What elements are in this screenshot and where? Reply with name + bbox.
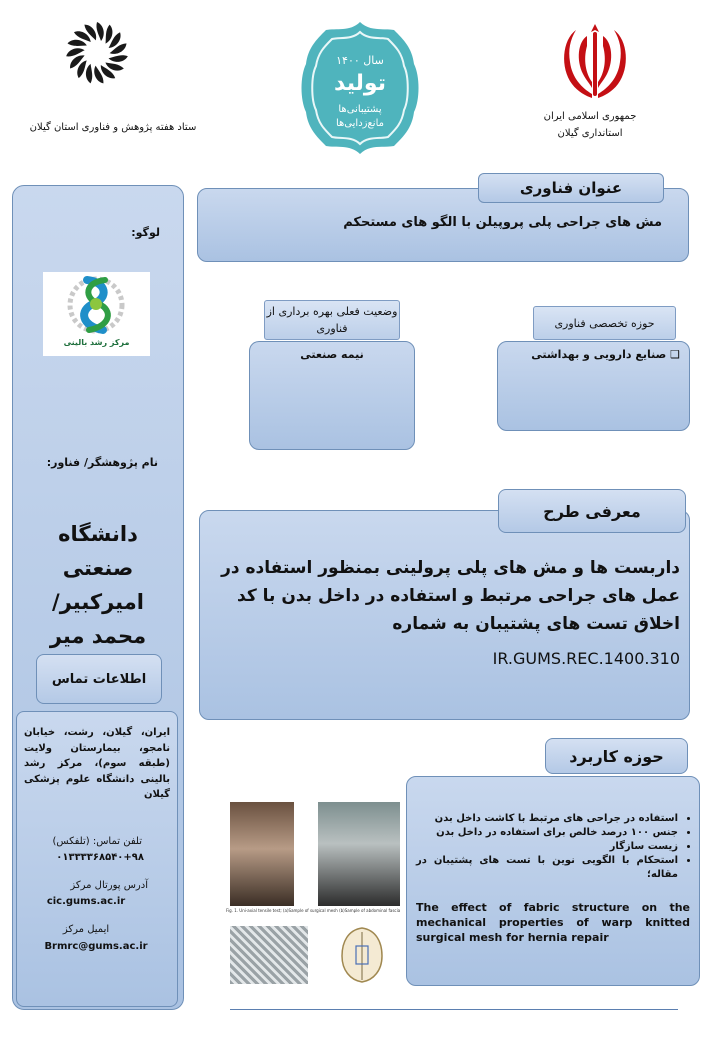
field-value-row [504, 348, 680, 361]
contact-address: ایران، گیلان، رشت، خیابان نامجو، بیمارستان ولایت (طبقه سوم)، مرکز رشد بالینی دانشگاه علوم پزشکی گیلان [24, 727, 170, 800]
status-tab [264, 300, 400, 340]
researcher-name: دانشگاه صنعتی امیرکبیر/ محمد میر [49, 522, 147, 648]
intro-tab-label: معرفی طرح [543, 501, 641, 521]
svg-text:پشتیبانی‌ها: پشتیبانی‌ها [338, 104, 382, 115]
incubator-logo-icon [63, 274, 129, 336]
checkbox-icon: ❑ [670, 348, 680, 361]
mesh-photo [230, 926, 308, 984]
email-label: ایمیل مرکز [62, 924, 110, 935]
abdomen-diagram [334, 924, 390, 986]
researcher-label: نام پژوهشگر/ فناور: [46, 456, 158, 469]
article-figure [224, 798, 404, 988]
application-tab [545, 738, 688, 774]
intro-tab [498, 489, 686, 533]
svg-text:سال ۱۴۰۰: سال ۱۴۰۰ [336, 54, 384, 67]
tensile-test-photo-b [318, 802, 400, 906]
application-item: • جنس ۱۰۰ درصد خالص برای استفاده در داخل بدن [416, 826, 678, 840]
year-seal-logo [296, 18, 424, 158]
bottom-divider [230, 1009, 678, 1010]
right-logo-caption-1: جمهوری اسلامی ایران [543, 111, 637, 122]
left-logo-caption: ستاد هفته پژوهش و فناوری استان گیلان [29, 122, 197, 133]
incubator-logo-caption: مرکز رشد بالینی [63, 338, 130, 347]
contact-tab-label: اطلاعات تماس [51, 671, 147, 687]
contact-tab [36, 654, 162, 704]
article-title: The effect of fabric structure on the mechanical properties of warp knitted surgical mesh for hernia repair [416, 901, 690, 944]
application-list [416, 812, 692, 882]
svg-text:تولید: تولید [333, 71, 387, 96]
intro-text: داربست ها و مش های پلی پرولینی بمنظور استفاده در عمل های جراحی مرتبط و استفاده در داخل بدن با کد اخلاق تست های پشتیبان به شماره [221, 558, 680, 634]
field-tab [533, 306, 676, 340]
research-week-logo [64, 20, 130, 86]
status-value: نیمه صنعتی [300, 348, 364, 361]
figure-caption: Fig. 1. Uni-axial tensile test; (a)Sample of surgical mesh (b)Sample of abdominal fascia [226, 908, 401, 913]
header [0, 0, 720, 170]
field-value: صنایع دارویی و بهداشتی [531, 348, 667, 361]
incubator-logo [43, 272, 150, 356]
email-link[interactable]: Brmrc@gums.ac.ir [44, 941, 148, 952]
intro-ethics-code: IR.GUMS.REC.1400.310 [492, 649, 680, 668]
svg-text:مانع‌زدایی‌ها: مانع‌زدایی‌ها [335, 118, 385, 129]
right-logo-caption-2: استانداری گیلان [557, 128, 623, 139]
portal-label: آدرس پورتال مرکز [70, 880, 148, 891]
application-item: • استفاده در جراحی های مرتبط با کاشت داخل بدن [416, 812, 678, 826]
portal-link[interactable]: cic.gums.ac.ir [46, 896, 126, 907]
phone-value: ۰۱۳۳۳۳۶۸۵۴۰+۹۸ [56, 852, 144, 863]
status-tab-label: وضعیت فعلی بهره برداری از فناوری [266, 305, 398, 335]
application-item: • زیست سازگار [416, 840, 678, 854]
field-tab-label: حوزه تخصصی فناوری [554, 316, 655, 330]
tensile-test-photo-a [230, 802, 294, 906]
application-item: • استحکام با الگویی نوین با تست های پشتیبان در مقاله؛ [416, 854, 678, 882]
logo-label: لوگو: [131, 226, 160, 239]
phone-label: تلفن تماس: (تلفکس) [52, 836, 142, 847]
technology-title: مش های جراحی پلی پروپیلن با الگو های مستحکم [343, 215, 662, 230]
technology-title-tab [478, 173, 664, 203]
application-tab-label: حوزه کاربرد [569, 746, 664, 766]
iran-emblem-logo [556, 22, 634, 104]
technology-title-tab-label: عنوان فناوری [519, 179, 623, 197]
